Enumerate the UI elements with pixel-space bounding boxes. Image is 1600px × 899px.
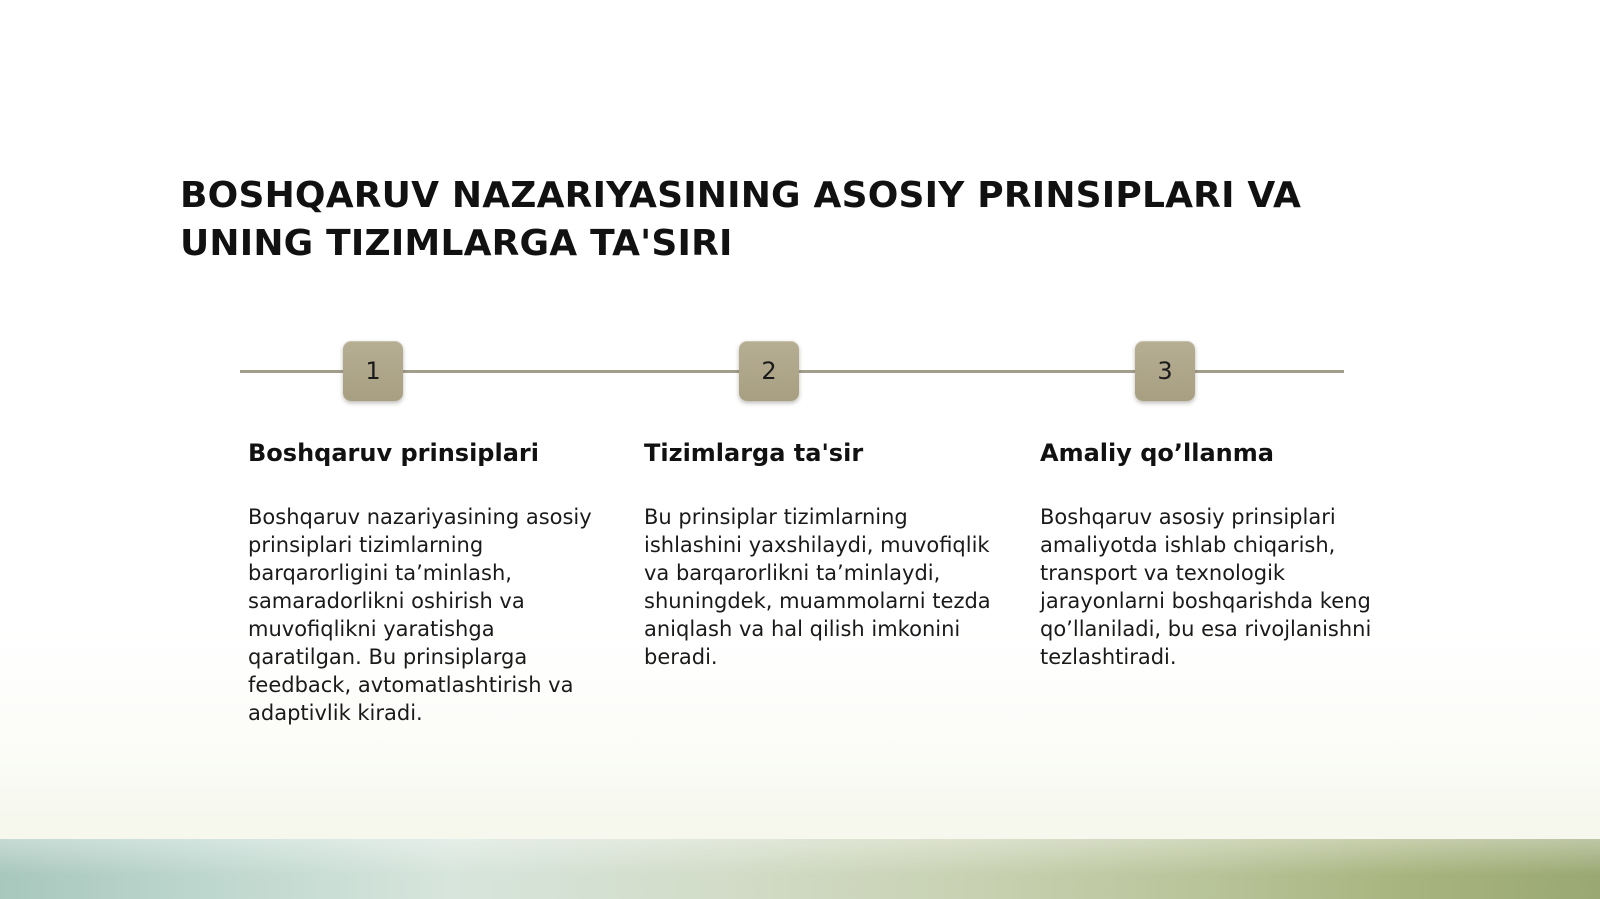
slide-title: BOSHQARUV NAZARIYASINING ASOSIY PRINSIPLARI VA UNING TIZIMLARGA TA'SIRI <box>180 175 1302 264</box>
decorative-bottom-band <box>0 839 1600 899</box>
step-heading: Tizimlarga ta'sir <box>644 439 864 467</box>
step-description: Boshqaruv asosiy prinsiplari amaliyotda ishlab chiqarish, transport va texnologik jarayonlarni boshqarishda keng qo’llaniladi, bu esa rivojlanishni tezlashtiradi. <box>1040 505 1372 669</box>
step-column-3 <box>1040 436 1400 671</box>
step-number-3: 3 <box>1135 341 1195 401</box>
step-column-2 <box>644 436 1004 671</box>
step-number-1: 1 <box>343 341 403 401</box>
step-description: Boshqaruv nazariyasining asosiy prinsiplari tizimlarning barqarorligini ta’minlash, samaradorlikni oshirish va muvofiqlikni yaratishga qaratilgan. Bu prinsiplarga feedback, avtomatlashtirish va adaptivlik kiradi. <box>248 505 592 725</box>
step-heading: Boshqaruv prinsiplari <box>248 439 539 467</box>
step-number-2: 2 <box>739 341 799 401</box>
step-heading: Amaliy qo’llanma <box>1040 439 1274 467</box>
step-column-1 <box>248 436 608 727</box>
step-description: Bu prinsiplar tizimlarning ishlashini yaxshilaydi, muvofiqlik va barqarorlikni ta’minlaydi, shuningdek, muammolarni tezda aniqlash va hal qilish imkonini beradi. <box>644 505 991 669</box>
